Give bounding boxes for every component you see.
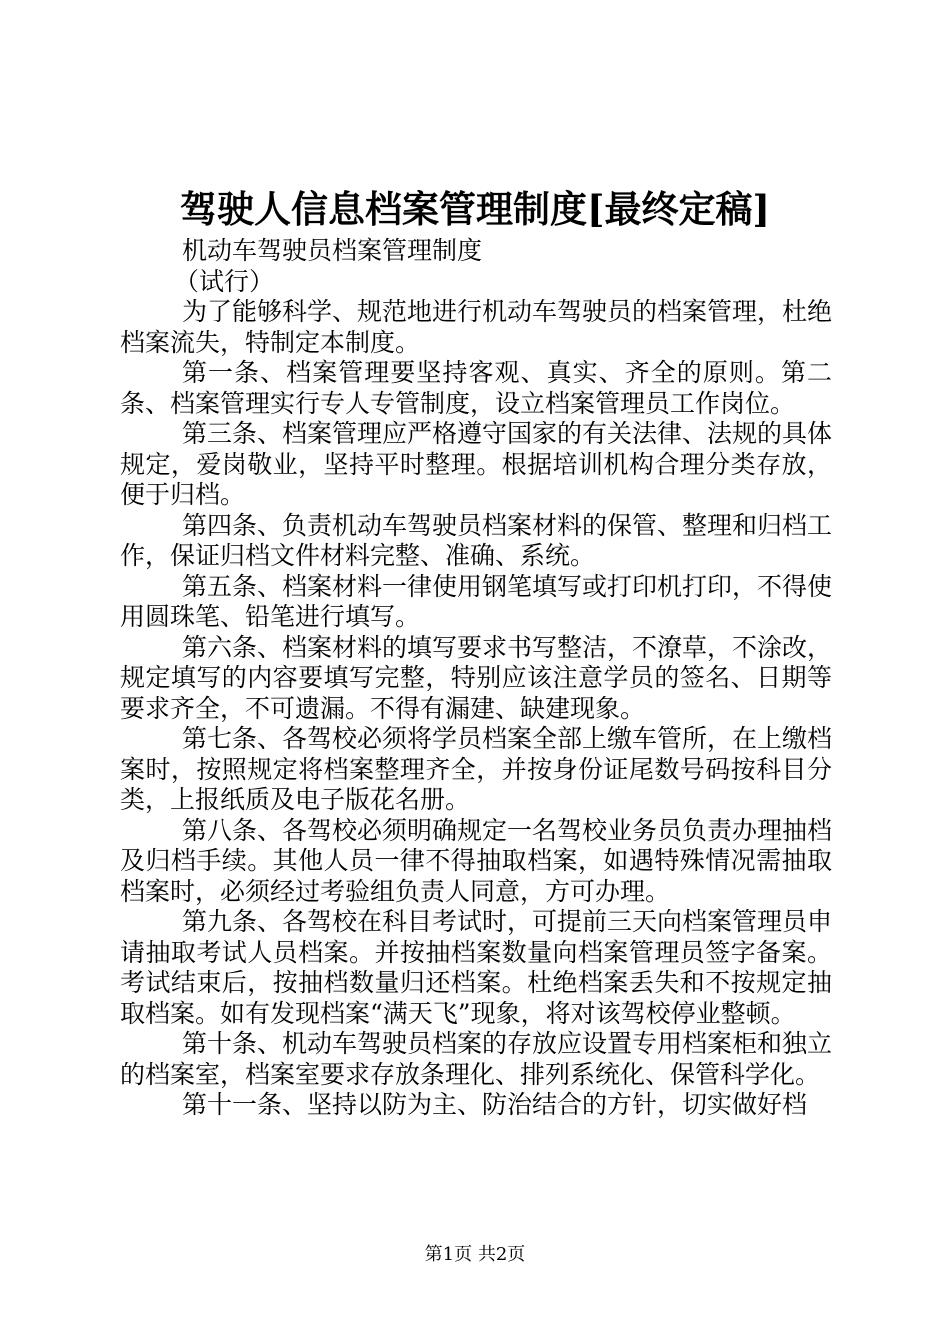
paragraph-article-9: 第九条、各驾校在科目考试时，可提前三天向档案管理员申请抽取考试人员档案。并按抽档案数量向档案管理员签字备案。考试结束后，按抽档数量归还档案。杜绝档案丢失和不按规定抽取档案。如有发现档案“满天飞”现象，将对该驾校停业整顿。 — [120, 907, 833, 1028]
paragraph-article-10: 第十条、机动车驾驶员档案的存放应设置专用档案柜和独立的档案室，档案室要求存放条理化、排列系统化、保管科学化。 — [120, 1029, 833, 1089]
paragraph-article-6: 第六条、档案材料的填写要求书写整洁，不潦草，不涂改，规定填写的内容要填写完整，特别应该注意学员的签名、日期等要求齐全，不可遗漏。不得有漏建、缺建现象。 — [120, 632, 833, 723]
paragraph-article-7: 第七条、各驾校必须将学员档案全部上缴车管所，在上缴档案时，按照规定将档案整理齐全，并按身份证尾数号码按科目分类，上报纸质及电子版花名册。 — [120, 724, 833, 814]
paragraph-article-5: 第五条、档案材料一律使用钢笔填写或打印机打印，不得使用圆珠笔、铅笔进行填写。 — [120, 571, 833, 631]
paragraph-article-4: 第四条、负责机动车驾驶员档案材料的保管、整理和归档工作，保证归档文件材料完整、准确、系统。 — [120, 510, 833, 570]
trial-note: （试行） — [174, 266, 275, 296]
paragraph-article-8: 第八条、各驾校必须明确规定一名驾校业务员负责办理抽档及归档手续。其他人员一律不得抽取档案，如遇特殊情况需抽取档案时，必须经过考验组负责人同意，方可办理。 — [120, 815, 833, 906]
paragraph-article-11: 第十一条、坚持以防为主、防治结合的方针，切实做好档 — [182, 1090, 808, 1119]
paragraph-article-1-2: 第一条、档案管理要坚持客观、真实、齐全的原则。第二条、档案管理实行专人专管制度，设立档案管理员工作岗位。 — [120, 358, 832, 418]
document-subtitle: 机动车驾驶员档案管理制度 — [182, 236, 483, 265]
paragraph-article-3: 第三条、档案管理应严格遵守国家的有关法律、法规的具体规定，爱岗敬业，坚持平时整理。根据培训机构合理分类存放，便于归档。 — [120, 419, 833, 509]
page-title: 驾驶人信息档案管理制度[最终定稿] — [179, 187, 770, 231]
page-footer: 第1页 共2页 — [424, 1244, 526, 1265]
document-body — [120, 236, 832, 1121]
paragraph-intro: 为了能够科学、规范地进行机动车驾驶员的档案管理，杜绝档案流失，特制定本制度。 — [120, 297, 833, 357]
